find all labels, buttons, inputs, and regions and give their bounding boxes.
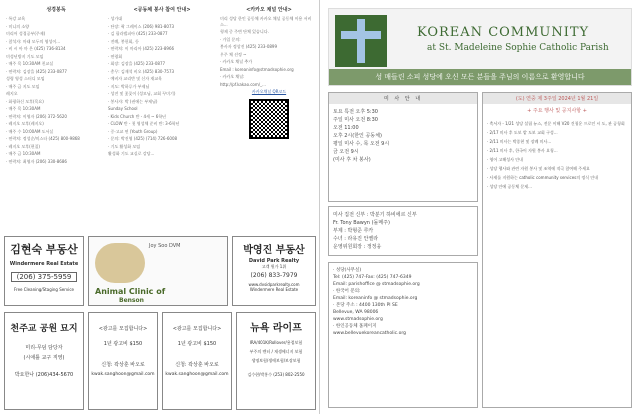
notice-row: · 영어 고해성사 안내 (487, 157, 523, 162)
list-item: · 연락처: 이 마리아 (425) 223-8966 (108, 46, 175, 51)
realtor-line1: 고객 원가 1위 (261, 264, 287, 269)
ad-wanted-title: <광고를 모집합니다> (172, 326, 222, 332)
notice-row: · 사제를 지원하는 catholic community services의 정식 안내 (487, 175, 599, 180)
list-item: · 연락처: 김장을 (425) 233-0877 (6, 68, 67, 74)
list-item: · 성전 및 꽃꽂이 (성모님, 교회 꾸미기) (108, 91, 176, 96)
realtor-name: 박영진 부동산 (243, 245, 305, 256)
office-row: · 한국어 문의: (333, 289, 361, 294)
column-title: 성경봉독 (46, 7, 66, 13)
office-row: · 한인공동체 홈페이지 (333, 324, 377, 329)
office-row: www.stmadsophie.org (333, 317, 383, 322)
ad-wanted-price: 1년 광고비 $150 (103, 341, 143, 347)
realtor-company: David Park Realty (248, 258, 300, 264)
list-item: · 특강 교육 (6, 16, 26, 21)
newlife-name: 뉴욕 라이프 (250, 323, 302, 334)
list-item: · 문의: 박진영 (425) (714) 726-6008 (108, 136, 178, 141)
list-item: · 김 필라델피아 (425) 233-0877 (108, 31, 168, 36)
list-item: · 중·고교 연 (Youth Group) (108, 128, 158, 134)
realtor-phone: (206) 833-7979 (250, 272, 298, 279)
list-item: · Kids Church 반 - 4세 ~ 6학년 (108, 113, 167, 119)
notice-row: · 성당 행사와 관련 자원 봉사 및 조역에 적극 참여해 주세요 (487, 166, 590, 171)
ad-wanted-box-2[interactable] (162, 312, 232, 410)
community-title: KOREAN COMMUNITY (417, 25, 590, 40)
mass-row: 오전 11:00 (333, 125, 359, 131)
office-row: www.bellevuekoreancatholic.org (333, 331, 406, 336)
clergy-row: Fr. Tony Bawyn (돌메주) (333, 220, 390, 226)
notice-row: · 2/11 미사는 박종현 및 장례 미사... (487, 139, 552, 144)
notice-subheader: + 주요 행사 및 공지사항 + (527, 108, 587, 114)
column-title: <공동체 봉사 참여 안내> (133, 7, 191, 13)
clergy-row: 미사 집전 신부 : 박분기 하비에르 신부 (333, 212, 417, 218)
newlife-line3: 생명보험/생애보험/보장보험 (251, 358, 301, 363)
list-item: · 레지오 모후(편집) (6, 143, 40, 149)
mass-row: 주일 미사 오전 8:30 (333, 117, 378, 123)
notice-row: · 성당 안에 공동체 문제... (487, 184, 532, 189)
list-item: · 화평하신 모후(목요) (6, 98, 44, 104)
list-item: 미리어 성경공부(주제) (6, 31, 46, 36)
info-column-2 (108, 6, 216, 159)
list-item: · 예비자 교리반 및 신자 재교육 (108, 76, 162, 81)
info-list (6, 16, 106, 164)
notice-row: · 2/11 미사 후, 한국어 자원 봉사 요청... (487, 148, 558, 153)
ad-wanted-contact: 신청: 곽상훈 바오로 (101, 362, 145, 368)
vet-ad[interactable] (88, 236, 228, 306)
mass-schedule (328, 92, 478, 202)
list-item: 미성년방지 기도 모임 (6, 53, 44, 59)
ad-wanted-contact: 신청: 곽상훈 바오로 (175, 362, 219, 368)
list-item: · 회장: 김장을 (425) 233-0877 (108, 61, 166, 66)
cemetery-name: 천주교 공원 묘지 (10, 324, 78, 334)
clergy-row: 부제 : 박형준 루카 (333, 228, 374, 234)
ad-wanted-email[interactable]: kwak.sanghoon@gmail.com (91, 372, 155, 377)
column-title: <카카오 채널 안내> (246, 7, 292, 13)
qr-code-icon[interactable] (249, 99, 289, 139)
realtor-tag: Free Cleaning/Staging Service (14, 287, 74, 292)
list-item: http://pf.kakao.com/_... (220, 81, 266, 87)
cemetery-line1: 미리-무덤 담당자 (25, 345, 63, 351)
ads-section (0, 232, 320, 414)
mass-row: (미사 후 차 봉사) (333, 157, 371, 163)
clergy-info (328, 206, 478, 256)
vet-title2: Benson (119, 297, 144, 304)
office-row: · 본당 주소 : 4400 130th Pl SE (333, 303, 398, 308)
welcome-motto: 성 매들린 소피 성당에 오신 모든 분들을 주님의 이름으로 환영합니다 (329, 69, 631, 85)
ad-wanted-box-1[interactable] (88, 312, 158, 410)
list-item: · 단장: 곽 그레이스 (206) 981-8073 (108, 23, 175, 29)
mass-row: 토요 특전 오후 5:30 (333, 109, 378, 115)
list-item: 레지오 (6, 91, 18, 96)
dog-cat-icon (95, 243, 145, 283)
list-item: · 연락처: 이영자 (206) 372-5620 (6, 113, 67, 119)
list-item: · 비 시 아 마 은 (425) 736-8134 (6, 46, 66, 51)
newlife-line2: 부주의 엔터 / 재생에너지 보험 (249, 349, 303, 354)
ad-wanted-price: 1년 광고비 $150 (177, 341, 217, 347)
list-item: 봉사자 정상진 (425) 233-0899 (220, 44, 278, 49)
info-list (108, 16, 216, 157)
list-item: · 가입 문의: (220, 36, 241, 42)
mass-row: 오후 2시(한인 공동체) (333, 133, 382, 139)
realtor-tag: Windermere Real Estate (249, 287, 299, 292)
list-item: · 지도: 박하루가 부제님 (108, 83, 150, 89)
clergy-row: 운영위원회장 : 정정웅 (333, 244, 382, 250)
notice-row: · 축서자 - 1/21 성당 설립 뉴스, 전문 이해 V20 건청운 프로인 시 도, 관 공청회 (487, 121, 625, 126)
mass-rows (329, 104, 477, 168)
list-item: · 총무: 김재석 비오 (425) 830-7573 (108, 68, 175, 74)
community-banner (328, 8, 632, 86)
newlife-line1: IRA/401K/Rollover/용접보험 (249, 340, 303, 345)
list-item: · 연락처: 정성순/미스타 (425) 800-9868 (6, 136, 80, 141)
list-item: · 매주 목 10:30AM (6, 106, 41, 111)
right-page (320, 0, 640, 414)
list-item: · 매주 수 10:00AM 도서실 (6, 128, 54, 134)
list-item: · 카카오 채널: (220, 74, 245, 79)
list-item: 미리 성당 한인 공동체 카카오 채널 공동체 이용 서비스... (220, 16, 312, 27)
cross-icon (335, 15, 387, 67)
list-item: · 미니의 소양 (6, 23, 30, 29)
list-item: · 카카오 채널 추가 (220, 59, 253, 64)
office-row: Email: parishoffice @ stmadsophie.org (333, 282, 420, 287)
list-item: 형제 중 주변 단체 있습니다. (220, 29, 269, 34)
info-list (220, 16, 318, 87)
list-item: · 매주 금 10:30AM (6, 151, 41, 156)
list-item: · 봉사자: 박 (권에는 부제님) (108, 98, 158, 104)
cemetery-line2: (시애틀 교구 직영) (23, 355, 65, 361)
notice-row: · 2/17 미사 후 도보 밭 도보 교회 구성... (487, 130, 558, 135)
clergy-row: 수녀 : 라유진 안젤라 (333, 236, 379, 242)
cemetery-contact: 박요한나 (206)434-5670 (14, 372, 74, 378)
mass-header: 미 사 안 내 (329, 93, 477, 104)
list-item: Email : koreaninfo@stmadsophie.org (220, 66, 294, 72)
list-item: · 전례, 봉헌회, 등 (108, 38, 139, 44)
list-item: · CLOW 반 - 첫 영성체 준비 반: 3-6학년 (108, 121, 180, 126)
office-row: Email: koreaninfo @ stmadsophie.org (333, 296, 418, 301)
office-row: Bellevue, WA 98006 (333, 310, 379, 315)
list-item: · 매주 금 지도 모임 (6, 83, 40, 89)
list-item: · 매주 목 10:30AM 친교실 (6, 61, 54, 66)
list-item: · 기도 활성화 모임 (108, 143, 141, 149)
list-item: · 연락처: 최영자 (206) 330-8686 (6, 158, 67, 164)
ad-wanted-title: <광고를 모집합니다> (98, 326, 148, 332)
qr-label[interactable]: 카카오채널 QR코드 (251, 89, 287, 94)
list-item: 성령 영성 스터디 모임 (6, 76, 45, 81)
ad-wanted-email[interactable]: kwak.sanghoon@gmail.com (165, 372, 229, 377)
mass-row: 금 오전 9시 (333, 149, 359, 155)
realtor-web[interactable]: www.dvsidparkrealty.com (248, 282, 300, 287)
list-item: · 레지오 모후(레지오) (6, 121, 44, 126)
office-row: Tel: (425) 747-Fax: (425) 747-6349 (333, 275, 412, 280)
community-subtitle: at St. Madeleine Sophie Catholic Parish (427, 43, 609, 53)
realtor-company: Windermere Real Estate (9, 261, 79, 267)
vet-doctor: Joy Soo DVM (149, 243, 181, 249)
office-contact (328, 262, 478, 408)
notice-header: (도) 연중 제 3주일 2024년 1월 21일 (483, 93, 631, 104)
realtor-phone: (206) 375-5959 (11, 272, 77, 282)
newlife-ad[interactable] (236, 312, 316, 410)
info-column-3 (220, 6, 318, 143)
info-column-1 (6, 6, 106, 166)
list-item: · 연령회 (108, 53, 123, 59)
realtor-ad-2[interactable] (232, 236, 316, 306)
list-item: · 성가대 (108, 16, 123, 21)
notice-rows (483, 117, 631, 197)
office-row: · 성당(사무실) (333, 268, 362, 273)
newlife-contact: 김수현/박홍수 (253) 802-2550 (247, 372, 305, 377)
weekly-notices (482, 92, 632, 408)
list-item: 우주 체 선정 ~ (220, 51, 247, 57)
cemetery-ad[interactable] (4, 312, 84, 410)
mass-row: 평일 미사 수, 목 오전 9시 (333, 141, 390, 147)
vet-title: Animal Clinic of (95, 287, 166, 296)
list-item: · 참석자: 마태 모두의 영성이... (6, 38, 61, 44)
realtor-name: 김현숙 부동산 (10, 243, 78, 256)
realtor-ad-1[interactable] (4, 236, 84, 306)
list-item: 활성화 기도 교실로 강당... (108, 151, 155, 156)
list-item: Sunday School (108, 106, 138, 111)
